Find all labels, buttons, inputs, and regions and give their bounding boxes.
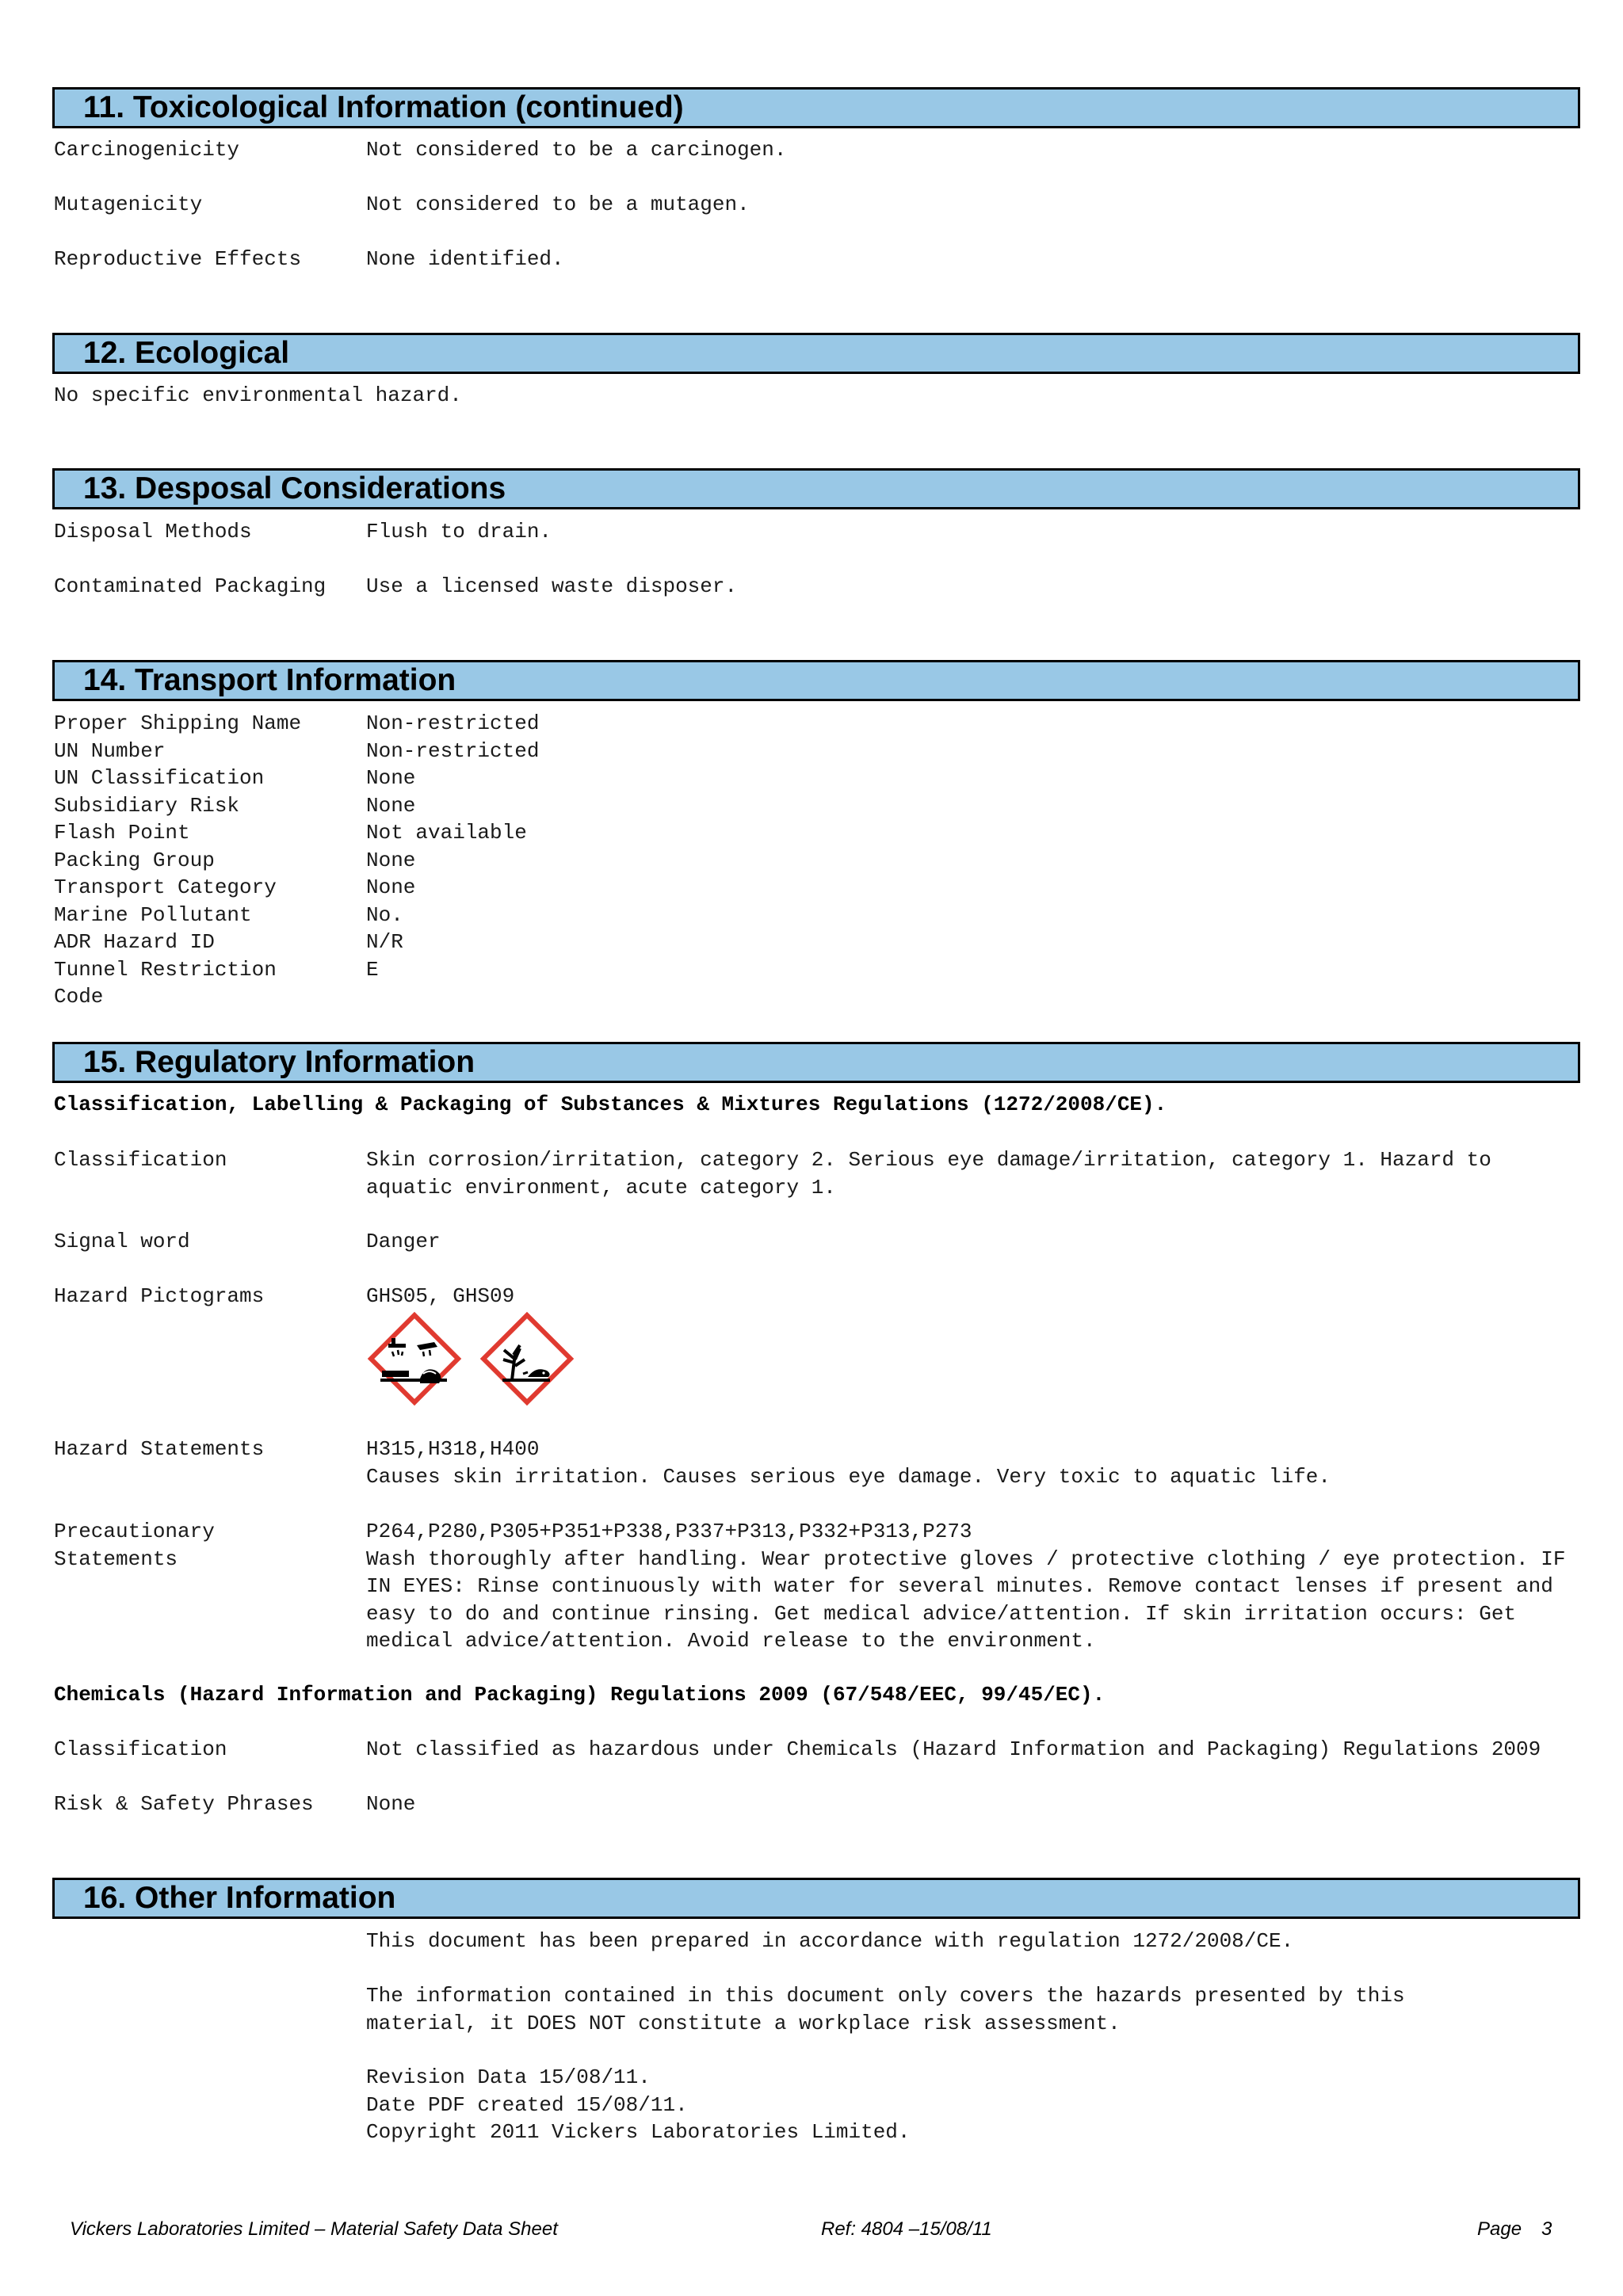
ecological-text: No specific environmental hazard.	[54, 383, 462, 407]
precautionary-codes: P264,P280,P305+P351+P338,P337+P313,P332+P313,P273	[366, 1520, 972, 1543]
signal-word-label: Signal word	[54, 1230, 190, 1253]
transport-value: None	[366, 848, 416, 872]
section-16-header: 16. Other Information	[52, 1878, 1580, 1919]
pdf-created-date: Date PDF created 15/08/11.	[366, 2092, 688, 2117]
carcinogenicity-label: Carcinogenicity	[54, 138, 240, 162]
mutagenicity-value: Not considered to be a mutagen.	[366, 193, 750, 216]
precautionary-text: Wash thoroughly after handling. Wear protective gloves / protective clothing / eye protection. IF IN EYES: Rinse continuously with water for several minutes. Remove contact lenses if present and easy to do and continue rinsing. Get medical advice/attention. If skin irritation occurs: Get medical advice/attention. Avoid release to the environment.	[366, 1547, 1566, 1653]
environment-icon	[483, 1315, 571, 1402]
other-info-paragraph-1: This document has been prepared in accordance with regulation 1272/2008/CE.	[366, 1929, 1294, 1953]
transport-value: None	[366, 766, 416, 790]
classification-label: Classification	[54, 1148, 227, 1172]
chip-regulation-heading: Chemicals (Hazard Information and Packaging) Regulations 2009 (67/548/EEC, 99/45/EC).	[54, 1683, 1106, 1707]
section-11-header: 11. Toxicological Information (continued)	[52, 87, 1580, 128]
transport-value: Not available	[366, 821, 527, 845]
transport-label: ADR Hazard ID	[54, 930, 215, 954]
hazard-statements-label: Hazard Statements	[54, 1437, 265, 1461]
transport-label: Code	[54, 985, 104, 1009]
transport-value: E	[366, 957, 379, 982]
revision-date: Revision Data 15/08/11.	[366, 2065, 651, 2089]
footer-ref: Ref: 4804 –15/08/11	[821, 2218, 992, 2240]
transport-label: UN Classification	[54, 766, 265, 790]
signal-word-value: Danger	[366, 1230, 441, 1253]
classification-value: Skin corrosion/irritation, category 2. Serious eye damage/irritation, category 1. Hazard to aquatic environment, acute category 1.	[366, 1148, 1491, 1199]
precautionary-label-line1: Precautionary	[54, 1520, 215, 1543]
transport-label: Tunnel Restriction	[54, 957, 277, 982]
transport-value: None	[366, 875, 416, 899]
risk-safety-value: None	[366, 1792, 416, 1816]
transport-value: Non-restricted	[366, 711, 540, 735]
carcinogenicity-value: Not considered to be a carcinogen.	[366, 138, 787, 162]
hazard-statement-codes: H315,H318,H400	[366, 1437, 540, 1461]
mutagenicity-label: Mutagenicity	[54, 193, 203, 216]
hazard-pictograms-value: GHS05, GHS09	[366, 1284, 515, 1308]
transport-value: None	[366, 793, 416, 818]
contaminated-packaging-label: Contaminated Packaging	[54, 574, 327, 598]
clp-regulation-heading: Classification, Labelling & Packaging of Substances & Mixtures Regulations (1272/2008/CE).	[54, 1093, 1167, 1116]
transport-value: Non-restricted	[366, 738, 540, 763]
footer-page-label: Page	[1477, 2218, 1522, 2240]
copyright: Copyright 2011 Vickers Laboratories Limited.	[366, 2120, 911, 2144]
reproductive-effects-label: Reproductive Effects	[54, 247, 302, 271]
disposal-methods-label: Disposal Methods	[54, 520, 252, 543]
transport-label: Packing Group	[54, 848, 215, 872]
hazard-pictograms-label: Hazard Pictograms	[54, 1284, 265, 1308]
section-15-header: 15. Regulatory Information	[52, 1042, 1580, 1083]
transport-label: UN Number	[54, 738, 166, 763]
transport-label: Flash Point	[54, 821, 190, 845]
chip-classification-value: Not classified as hazardous under Chemicals (Hazard Information and Packaging) Regulations 2009	[366, 1737, 1541, 1761]
transport-label: Subsidiary Risk	[54, 793, 240, 818]
corrosion-icon	[371, 1315, 458, 1402]
transport-label: Transport Category	[54, 875, 277, 899]
disposal-methods-value: Flush to drain.	[366, 520, 552, 543]
transport-value: N/R	[366, 930, 403, 954]
transport-label: Proper Shipping Name	[54, 711, 302, 735]
risk-safety-label: Risk & Safety Phrases	[54, 1792, 314, 1816]
section-12-header: 12. Ecological	[52, 333, 1580, 374]
section-13-header: 13. Desposal Considerations	[52, 468, 1580, 509]
ghs-pictograms	[366, 1310, 585, 1413]
hazard-statement-text: Causes skin irritation. Causes serious eye damage. Very toxic to aquatic life.	[366, 1464, 1331, 1489]
chip-classification-label: Classification	[54, 1737, 227, 1761]
transport-label: Marine Pollutant	[54, 902, 252, 927]
reproductive-effects-value: None identified.	[366, 247, 564, 271]
contaminated-packaging-value: Use a licensed waste disposer.	[366, 574, 738, 598]
footer-page-number: 3	[1541, 2218, 1552, 2240]
section-14-header: 14. Transport Information	[52, 660, 1580, 701]
footer-company: Vickers Laboratories Limited – Material Safety Data Sheet	[70, 2218, 558, 2240]
transport-value: No.	[366, 902, 403, 927]
precautionary-label-line2: Statements	[54, 1547, 178, 1571]
other-info-paragraph-2: The information contained in this document only covers the hazards presented by this material, it DOES NOT constitute a workplace risk assessment.	[366, 1984, 1405, 2035]
